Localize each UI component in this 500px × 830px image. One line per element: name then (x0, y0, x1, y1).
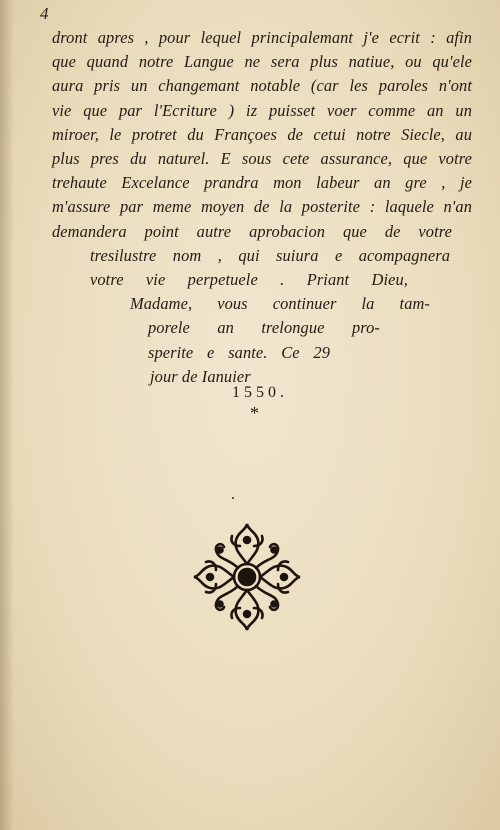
text-line: que quand notre Langue ne sera plus natiue, ou qu'ele (52, 52, 472, 72)
text-line: miroer, le protret du Françoes de cetui notre Siecle, au (52, 124, 472, 144)
text-line: porele an trelongue pro- (148, 318, 380, 338)
text-line: m'assure par meme moyen de la posterite : laquele n'an (52, 197, 472, 217)
text-line: jour de Ianuier (150, 366, 251, 386)
text-line: demandera point autre aprobacion que de votre (52, 221, 452, 241)
text-line: dront apres , pour lequel principalemant j'e ecrit : afin (52, 28, 472, 47)
text-line: plus pres du naturel. E sous cete assurance, que votre (52, 149, 472, 169)
page-number: 4 (40, 4, 49, 23)
ink-dot (232, 497, 234, 499)
text-line: aura pris un changemant notable (car les paroles n'ont (52, 76, 472, 96)
page-gutter-shadow (0, 0, 14, 830)
text-line: tresilustre nom , qui suiura e acompagnera (90, 245, 450, 265)
text-line: sperite e sante. Ce 29 (148, 342, 330, 362)
closing-asterisk: * (250, 403, 259, 423)
floral-ornament-icon (190, 520, 304, 634)
text-line: trehaute Excelance prandra mon labeur an gre , je (52, 173, 472, 193)
date-year: 1550. (232, 384, 288, 401)
text-line: votre vie perpetuele . Priant Dieu, (90, 270, 408, 290)
dedication-text (52, 26, 472, 389)
text-line: vie que par l'Ecriture ) iz puisset voer comme an un (52, 100, 472, 120)
text-line: Madame, vous continuer la tam- (130, 294, 430, 314)
